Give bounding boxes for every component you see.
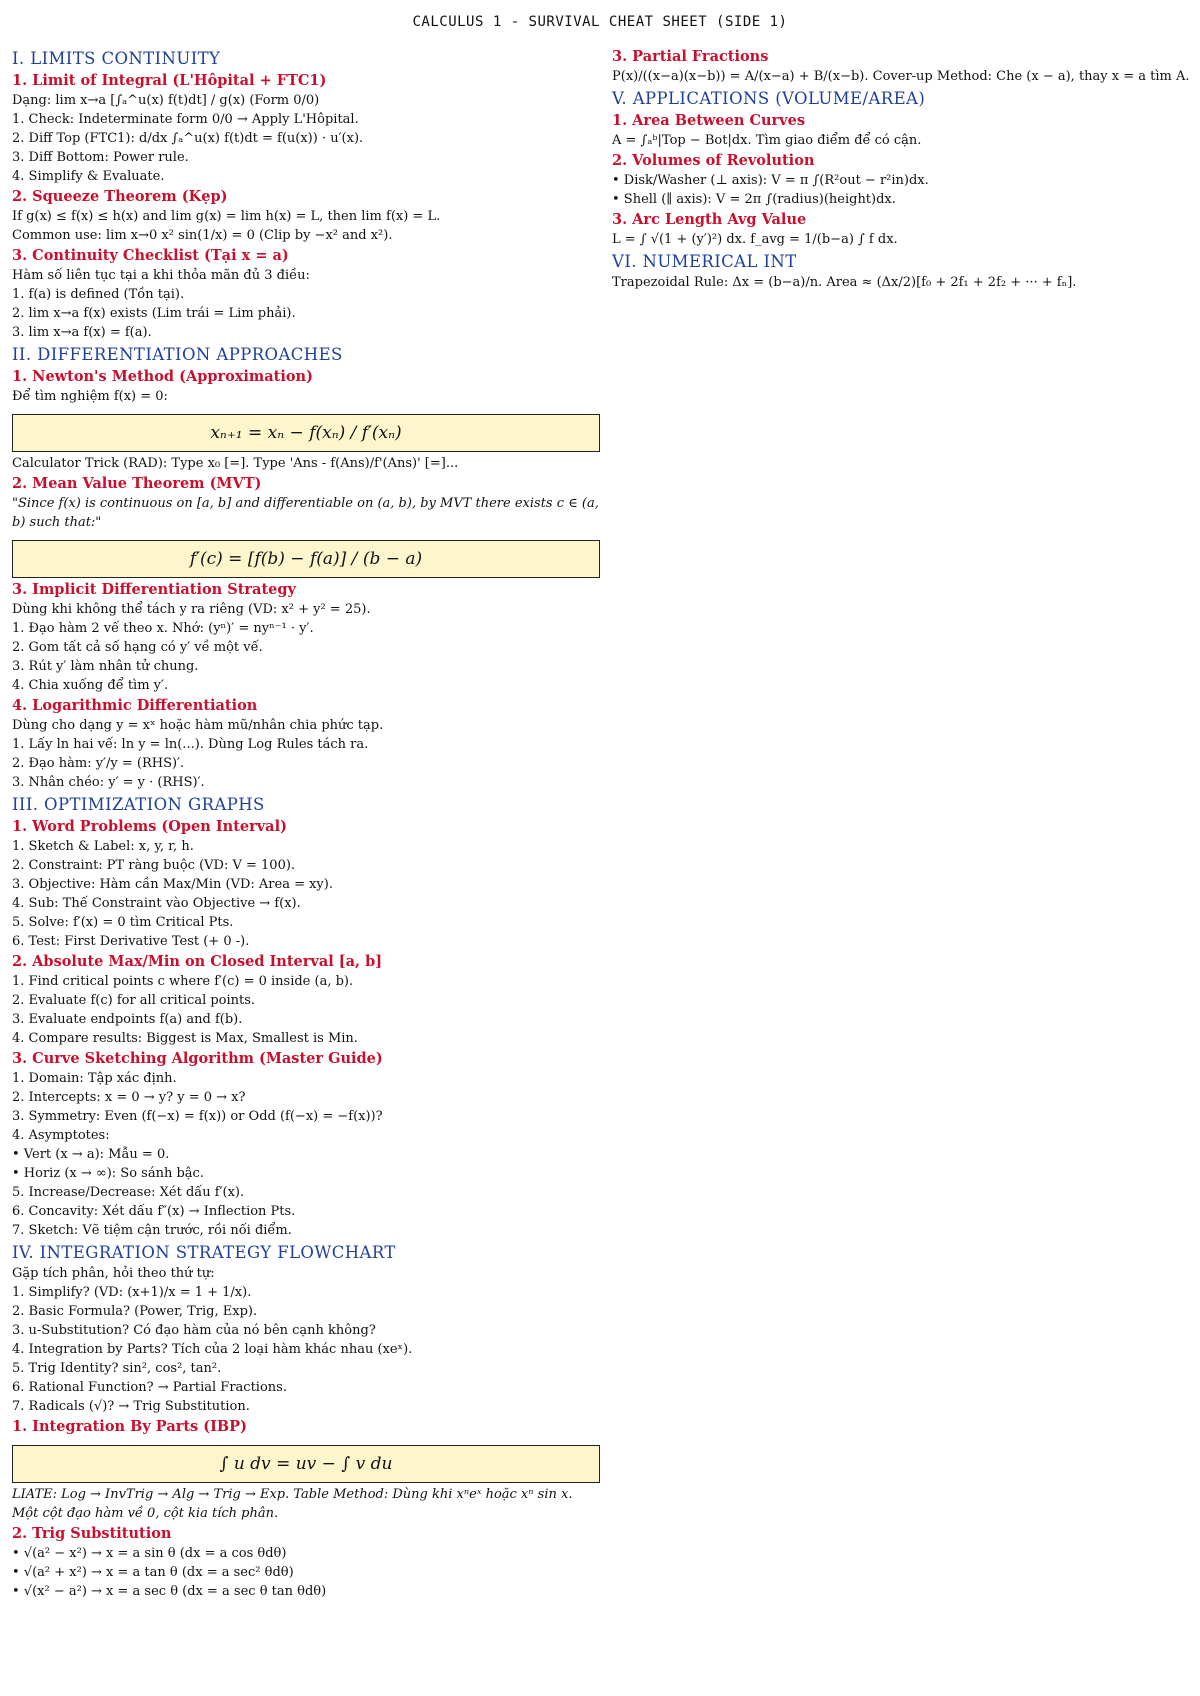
text-line: 2. Đạo hàm: y′/y = (RHS)′. [12,756,185,771]
text-line: 2. lim x→a f(x) exists (Lim trái = Lim phải). [12,306,296,321]
text-line: • √(a² − x²) → x = a sin θ (dx = a cos θdθ) [12,1546,287,1561]
text-line: 4. Simplify & Evaluate. [12,169,165,184]
subsection-heading: 3. Arc Length Avg Value [612,211,807,228]
text-line: 4. Compare results: Biggest is Max, Smallest is Min. [12,1031,358,1046]
section-heading: IV. INTEGRATION STRATEGY FLOWCHART [12,1243,396,1262]
text-line: 4. Asymptotes: [12,1128,110,1143]
text-line: P(x)/((x−a)(x−b)) = A/(x−a) + B/(x−b). Cover-up Method: Che (x − a), thay x = a tìm A. [612,69,1190,84]
text-line: • Disk/Washer (⊥ axis): V = π ∫(R²out − r²in)dx. [612,173,929,188]
subsection-heading: 2. Trig Substitution [12,1525,172,1542]
text-line: If g(x) ≤ f(x) ≤ h(x) and lim g(x) = lim h(x) = L, then lim f(x) = L. [12,209,441,224]
text-line: Calculator Trick (RAD): Type x₀ [=]. Type 'Ans - f(Ans)/f'(Ans)' [=]... [12,456,459,471]
text-line: Dạng: lim x→a [∫ₐ^u(x) f(t)dt] / g(x) (Form 0/0) [12,93,320,108]
subsection-heading: 3. Curve Sketching Algorithm (Master Guide) [12,1050,383,1067]
text-line: 5. Trig Identity? sin², cos², tan². [12,1361,222,1376]
text-line: • Shell (∥ axis): V = 2π ∫(radius)(height)dx. [612,192,896,207]
text-paragraph: "Since f(x) is continuous on [a, b] and differentiable on (a, b), by MVT there exists c ∈ (a, b) such that:" [12,496,599,530]
section-heading: II. DIFFERENTIATION APPROACHES [12,345,343,364]
subsection-heading: 2. Squeeze Theorem (Kẹp) [12,188,228,205]
text-line: 4. Sub: Thế Constraint vào Objective → f(x). [12,896,301,911]
text-line: 7. Sketch: Vẽ tiệm cận trước, rồi nối điểm. [12,1223,292,1238]
text-line: 4. Chia xuống để tìm y′. [12,678,169,693]
text-line: 1. Domain: Tập xác định. [12,1071,177,1086]
text-line: 1. Đạo hàm 2 vế theo x. Nhớ: (yⁿ)′ = nyⁿ⁻¹ · y′. [12,621,314,636]
text-line: 1. Lấy ln hai vế: ln y = ln(...). Dùng Log Rules tách ra. [12,737,369,752]
text-line: 6. Concavity: Xét dấu f″(x) → Inflection Pts. [12,1204,296,1219]
text-line: 2. Constraint: PT ràng buộc (VD: V = 100). [12,858,296,873]
text-line: Trapezoidal Rule: Δx = (b−a)/n. Area ≈ (Δx/2)[f₀ + 2f₁ + 2f₂ + ··· + fₙ]. [612,275,1077,290]
text-line: 6. Rational Function? → Partial Fractions. [12,1380,287,1395]
text-line: Dùng cho dạng y = xˣ hoặc hàm mũ/nhân chia phức tạp. [12,718,384,733]
text-line: • Horiz (x → ∞): So sánh bậc. [12,1166,204,1181]
text-line: 2. Evaluate f(c) for all critical points. [12,993,256,1008]
text-line: 3. Evaluate endpoints f(a) and f(b). [12,1012,243,1027]
subsection-heading: 2. Absolute Max/Min on Closed Interval [a, b] [12,953,383,970]
text-line: Gặp tích phân, hỏi theo thứ tự: [12,1266,215,1281]
formula-box: xₙ₊₁ = xₙ − f(xₙ) / f′(xₙ) [12,414,600,452]
text-line: • Vert (x → a): Mẫu = 0. [12,1147,170,1162]
text-line: 2. Basic Formula? (Power, Trig, Exp). [12,1304,258,1319]
left-column [12,46,600,1601]
text-line: 1. Find critical points c where f′(c) = 0 inside (a, b). [12,974,354,989]
text-line: Dùng khi không thể tách y ra riêng (VD: x² + y² = 25). [12,602,371,617]
text-line: 5. Increase/Decrease: Xét dấu f′(x). [12,1185,245,1200]
text-line: Để tìm nghiệm f(x) = 0: [12,389,168,404]
text-line: 3. Diff Bottom: Power rule. [12,150,189,165]
text-line: A = ∫ₐᵇ|Top − Bot|dx. Tìm giao điểm để có cận. [612,133,922,148]
text-line: 1. Check: Indeterminate form 0/0 → Apply L'Hôpital. [12,112,359,127]
subsection-heading: 1. Word Problems (Open Interval) [12,818,287,835]
text-line: 3. Nhân chéo: y′ = y · (RHS)′. [12,775,205,790]
text-line: 6. Test: First Derivative Test (+ 0 -). [12,934,250,949]
subsection-heading: 4. Logarithmic Differentiation [12,697,258,714]
subsection-heading: 2. Mean Value Theorem (MVT) [12,475,262,492]
subsection-heading: 3. Implicit Differentiation Strategy [12,581,296,598]
subsection-heading: 3. Continuity Checklist (Tại x = a) [12,247,289,264]
text-line: Hàm số liên tục tại a khi thỏa mãn đủ 3 điều: [12,268,310,283]
section-heading: V. APPLICATIONS (VOLUME/AREA) [612,89,926,108]
text-line: • √(a² + x²) → x = a tan θ (dx = a sec² θdθ) [12,1565,294,1580]
subsection-heading: 1. Limit of Integral (L'Hôpital + FTC1) [12,72,327,89]
right-column [612,46,1192,292]
text-line: 2. Intercepts: x = 0 → y? y = 0 → x? [12,1090,246,1105]
text-line: • √(x² − a²) → x = a sec θ (dx = a sec θ tan θdθ) [12,1584,327,1599]
section-heading: III. OPTIMIZATION GRAPHS [12,795,265,814]
text-line: 2. Diff Top (FTC1): d/dx ∫ₐ^u(x) f(t)dt = f(u(x)) · u′(x). [12,131,364,146]
formula-box: ∫ u dv = uv − ∫ v du [12,1445,600,1483]
text-line: 5. Solve: f′(x) = 0 tìm Critical Pts. [12,915,234,930]
text-line: 4. Integration by Parts? Tích của 2 loại hàm khác nhau (xeˣ). [12,1342,413,1357]
subsection-heading: 3. Partial Fractions [612,48,769,65]
text-line: 3. Objective: Hàm cần Max/Min (VD: Area = xy). [12,877,333,892]
text-line: 3. Rút y′ làm nhân tử chung. [12,659,199,674]
subsection-heading: 1. Area Between Curves [612,112,805,129]
page-title: CALCULUS 1 - SURVIVAL CHEAT SHEET (SIDE 1) [412,14,788,30]
text-line: 3. lim x→a f(x) = f(a). [12,325,152,340]
text-line: 1. Simplify? (VD: (x+1)/x = 1 + 1/x). [12,1285,252,1300]
section-heading: I. LIMITS CONTINUITY [12,49,221,68]
subsection-heading: 2. Volumes of Revolution [612,152,815,169]
text-line: 3. u-Substitution? Có đạo hàm của nó bên cạnh không? [12,1323,376,1338]
text-line: 1. f(a) is defined (Tồn tại). [12,287,185,302]
text-line: 1. Sketch & Label: x, y, r, h. [12,839,194,854]
subsection-heading: 1. Newton's Method (Approximation) [12,368,313,385]
formula-box: f′(c) = [f(b) − f(a)] / (b − a) [12,540,600,578]
text-line: 3. Symmetry: Even (f(−x) = f(x)) or Odd (f(−x) = −f(x))? [12,1109,383,1124]
text-line: Common use: lim x→0 x² sin(1/x) = 0 (Clip by −x² and x²). [12,228,393,243]
text-line: L = ∫ √(1 + (y′)²) dx. f_avg = 1/(b−a) ∫ f dx. [612,232,898,247]
section-heading: VI. NUMERICAL INT [612,252,797,271]
text-line: 7. Radicals (√)? → Trig Substitution. [12,1399,250,1414]
text-line: 2. Gom tất cả số hạng có y′ về một vế. [12,640,263,655]
text-paragraph: LIATE: Log → InvTrig → Alg → Trig → Exp. Table Method: Dùng khi xⁿeˣ hoặc xⁿ sin x. Một cột đạo hàm về 0, cột kia tích phân. [12,1487,573,1521]
subsection-heading: 1. Integration By Parts (IBP) [12,1418,247,1435]
